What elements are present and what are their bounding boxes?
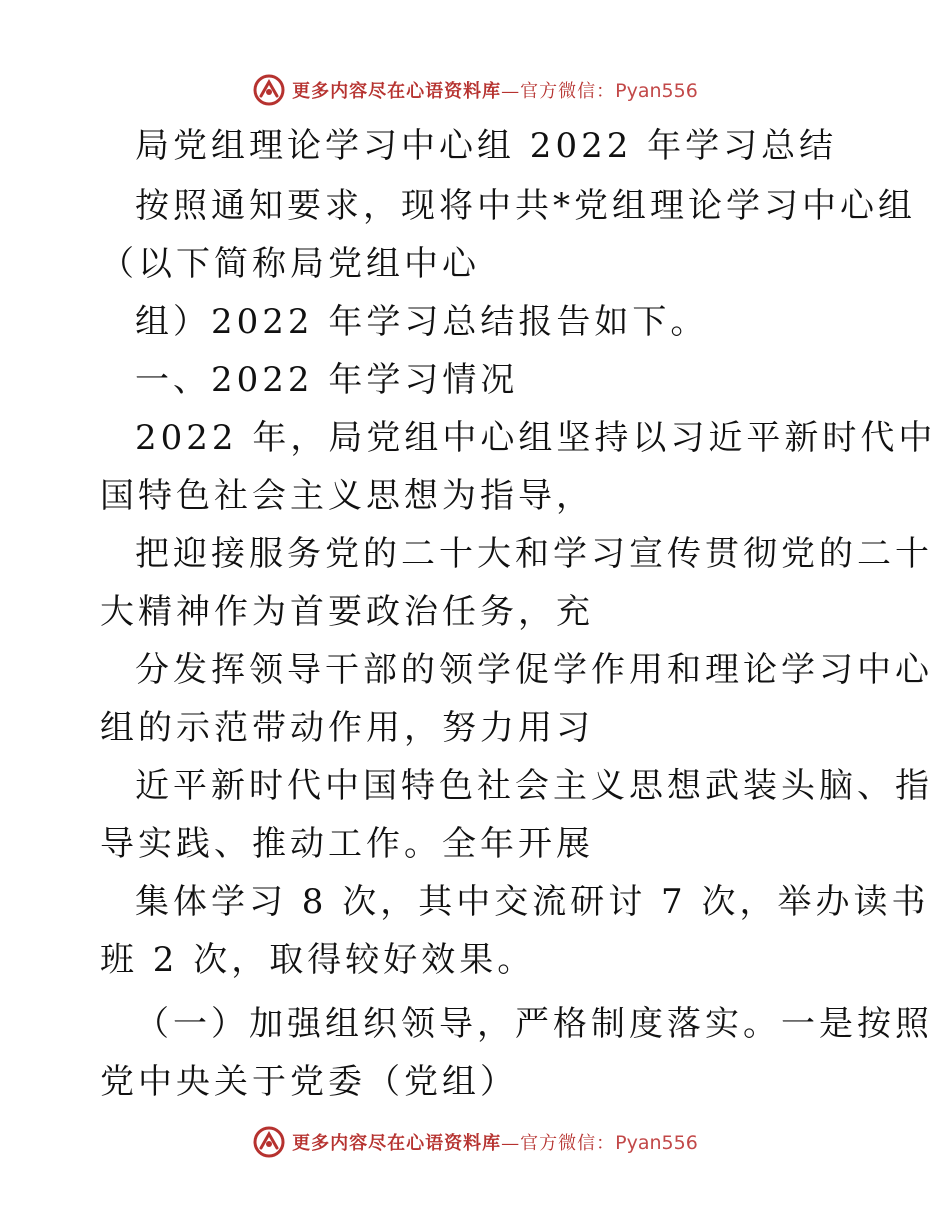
watermark-main-text: 更多内容尽在心语资料库 bbox=[292, 1133, 502, 1154]
paragraph-line: 班 2 次，取得较好效果。 bbox=[100, 940, 536, 980]
watermark-main-text: 更多内容尽在心语资料库 bbox=[292, 81, 502, 102]
paragraph-line: 把迎接服务党的二十大和学习宣传贯彻党的二十 bbox=[135, 534, 933, 574]
paragraph-line: 集体学习 8 次，其中交流研讨 7 次，举办读书 bbox=[135, 882, 930, 922]
paragraph-line: 按照通知要求，现将中共*党组理论学习中心组 bbox=[135, 186, 916, 226]
paragraph-line: 国特色社会主义思想为指导， bbox=[100, 476, 594, 516]
paragraph-line: （以下简称局党组中心 bbox=[100, 244, 480, 284]
paragraph-line: 分发挥领导干部的领学促学作用和理论学习中心 bbox=[135, 650, 933, 690]
paragraph-line: 组的示范带动作用，努力用习 bbox=[100, 708, 594, 748]
watermark-wechat-label: 官方微信： bbox=[520, 1133, 616, 1154]
paragraph-line: 组）2022 年学习总结报告如下。 bbox=[135, 302, 709, 342]
watermark-text bbox=[292, 1129, 698, 1155]
paragraph-line: 近平新时代中国特色社会主义思想武装头脑、指 bbox=[135, 766, 933, 806]
paragraph-line: 导实践、推动工作。全年开展 bbox=[100, 824, 594, 864]
paragraph-line: 党中央关于党委（党组） bbox=[100, 1062, 518, 1102]
watermark-wechat-id: Pyan556 bbox=[615, 1132, 698, 1154]
document-title: 局党组理论学习中心组 2022 年学习总结 bbox=[135, 126, 838, 166]
subsection-heading: （一）加强组织领导，严格制度落实。一是按照 bbox=[135, 1004, 933, 1044]
watermark-footer bbox=[0, 1122, 950, 1162]
paragraph-line: 大精神作为首要政治任务，充 bbox=[100, 592, 594, 632]
watermark-wechat-id: Pyan556 bbox=[615, 80, 698, 102]
watermark-dash: — bbox=[501, 81, 521, 102]
watermark-wechat-label: 官方微信： bbox=[520, 81, 616, 102]
section-heading: 一、2022 年学习情况 bbox=[135, 360, 519, 400]
watermark-dash: — bbox=[501, 1133, 521, 1154]
watermark-logo-icon bbox=[252, 1125, 286, 1159]
paragraph-line: 2022 年，局党组中心组坚持以习近平新时代中 bbox=[135, 418, 937, 458]
